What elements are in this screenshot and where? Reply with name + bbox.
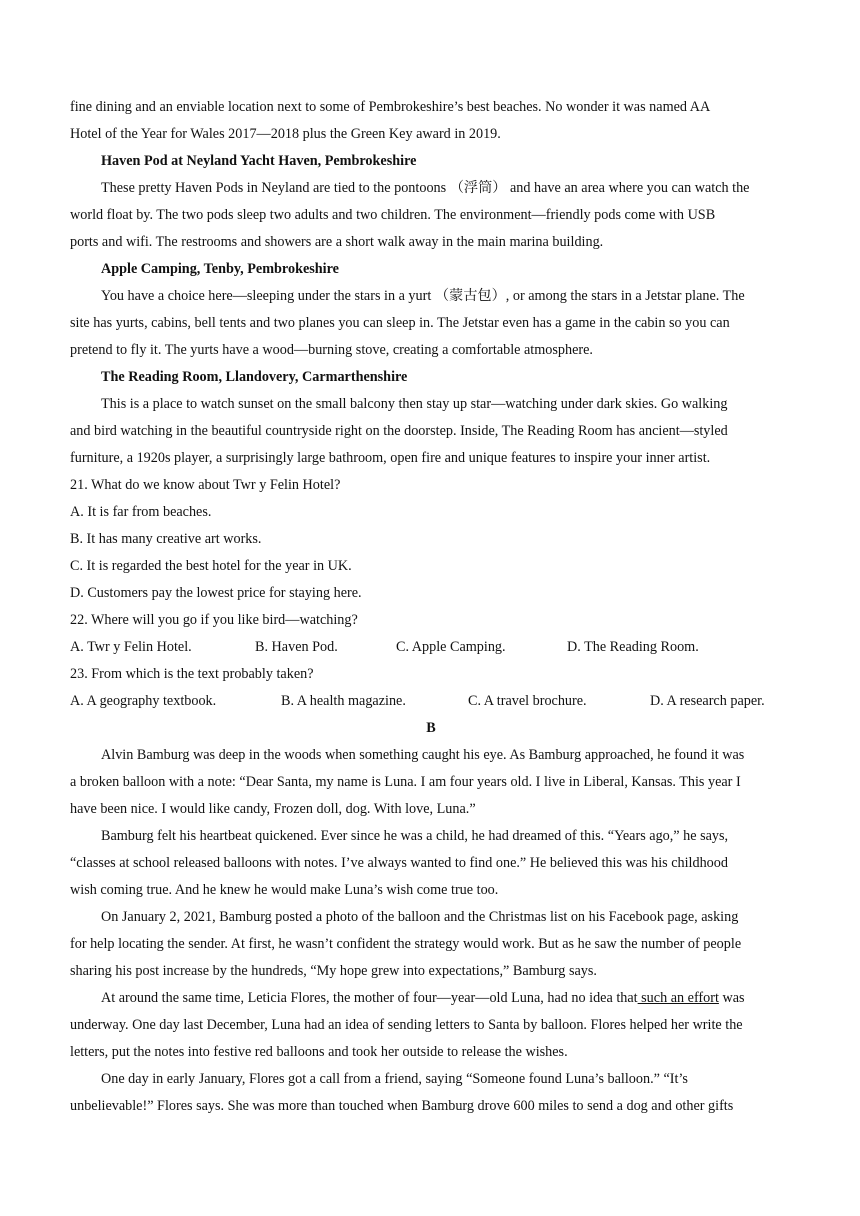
question-23-option-c: C. A travel brochure. (468, 693, 587, 709)
question-21-stem: 21. What do we know about Twr y Felin Hotel? (70, 477, 341, 493)
question-22-option-b: B. Haven Pod. (255, 639, 338, 655)
haven-pod-line-1: These pretty Haven Pods in Neyland are tied to the pontoons （浮筒） and have an area where you can watch the (101, 180, 750, 196)
question-22-option-c: C. Apple Camping. (396, 639, 506, 655)
passage-b-p4-line-1 (101, 987, 745, 1009)
passage-b-p3-line-1: On January 2, 2021, Bamburg posted a photo of the balloon and the Christmas list on his Facebook page, asking (101, 909, 739, 925)
passage-b-p1-line-2: a broken balloon with a note: “Dear Santa, my name is Luna. I am four years old. I live in Liberal, Kansas. This year I (70, 774, 741, 790)
p4-text-after: was (718, 990, 745, 1006)
question-23-option-b: B. A health magazine. (281, 693, 406, 709)
passage-b-p1-line-3: have been nice. I would like candy, Frozen doll, dog. With love, Luna.” (70, 801, 476, 817)
passage-b-p2-line-1: Bamburg felt his heartbeat quickened. Ever since he was a child, he had dreamed of this. “Years ago,” he says, (101, 828, 729, 844)
question-22-stem: 22. Where will you go if you like bird—watching? (70, 612, 358, 628)
intro-line-1: fine dining and an enviable location next to some of Pembrokeshire’s best beaches. No wonder it was named AA (70, 99, 711, 115)
passage-b-p5-line-1: One day in early January, Flores got a call from a friend, saying “Someone found Luna’s balloon.” “It’s (101, 1071, 688, 1087)
apple-camping-line-1: You have a choice here—sleeping under the stars in a yurt （蒙古包）, or among the stars in a Jetstar plane. The (101, 288, 745, 304)
question-21-option-b: B. It has many creative art works. (70, 531, 262, 547)
question-22-option-d: D. The Reading Room. (567, 639, 699, 655)
reading-room-line-3: furniture, a 1920s player, a surprisingly large bathroom, open fire and unique features to inspire your inner artist. (70, 450, 711, 466)
intro-line-2: Hotel of the Year for Wales 2017—2018 plus the Green Key award in 2019. (70, 126, 501, 142)
question-21-option-a: A. It is far from beaches. (70, 504, 212, 520)
question-23-option-d: D. A research paper. (650, 693, 765, 709)
reading-room-line-2: and bird watching in the beautiful countryside right on the doorstep. Inside, The Reading Room has ancient—styled (70, 423, 728, 439)
apple-camping-line-3: pretend to fly it. The yurts have a wood—burning stove, creating a comfortable atmosphere. (70, 342, 593, 358)
p4-text-before: At around the same time, Leticia Flores, the mother of four—year—old Luna, had no idea that (101, 990, 638, 1006)
question-21-option-c: C. It is regarded the best hotel for the year in UK. (70, 558, 352, 574)
passage-b-p4-line-3: letters, put the notes into festive red balloons and took her outside to release the wishes. (70, 1044, 568, 1060)
apple-camping-line-2: site has yurts, cabins, bell tents and two planes you can sleep in. The Jetstar even has a game in the cabin so you can (70, 315, 730, 331)
haven-pod-line-3: ports and wifi. The restrooms and showers are a short walk away in the main marina building. (70, 234, 604, 250)
haven-pod-line-2: world float by. The two pods sleep two adults and two children. The environment—friendly pods come with USB (70, 207, 716, 223)
passage-b-label: B (426, 720, 436, 736)
section-heading-apple-camping: Apple Camping, Tenby, Pembrokeshire (101, 261, 339, 277)
question-22-option-a: A. Twr y Felin Hotel. (70, 639, 192, 655)
question-23-stem: 23. From which is the text probably taken? (70, 666, 314, 682)
passage-b-p2-line-2: “classes at school released balloons with notes. I’ve always wanted to find one.” He believed this was his childhood (70, 855, 728, 871)
underlined-phrase: such an effort (637, 990, 719, 1006)
question-21-option-d: D. Customers pay the lowest price for staying here. (70, 585, 362, 601)
reading-room-line-1: This is a place to watch sunset on the small balcony then stay up star—watching under dark skies. Go walking (101, 396, 728, 412)
section-heading-reading-room: The Reading Room, Llandovery, Carmarthenshire (101, 369, 408, 385)
passage-b-p5-line-2: unbelievable!” Flores says. She was more than touched when Bamburg drove 600 miles to send a dog and other gifts (70, 1098, 734, 1114)
section-heading-haven-pod: Haven Pod at Neyland Yacht Haven, Pembrokeshire (101, 153, 417, 169)
question-23-option-a: A. A geography textbook. (70, 693, 217, 709)
passage-b-p3-line-2: for help locating the sender. At first, he wasn’t confident the strategy would work. But as he saw the number of people (70, 936, 742, 952)
passage-b-p3-line-3: sharing his post increase by the hundreds, “My hope grew into expectations,” Bamburg says. (70, 963, 597, 979)
passage-b-p1-line-1: Alvin Bamburg was deep in the woods when something caught his eye. As Bamburg approached, he found it was (101, 747, 745, 763)
passage-b-p4-line-2: underway. One day last December, Luna had an idea of sending letters to Santa by balloon. Flores helped her write the (70, 1017, 743, 1033)
passage-b-p2-line-3: wish coming true. And he knew he would make Luna’s wish come true too. (70, 882, 499, 898)
